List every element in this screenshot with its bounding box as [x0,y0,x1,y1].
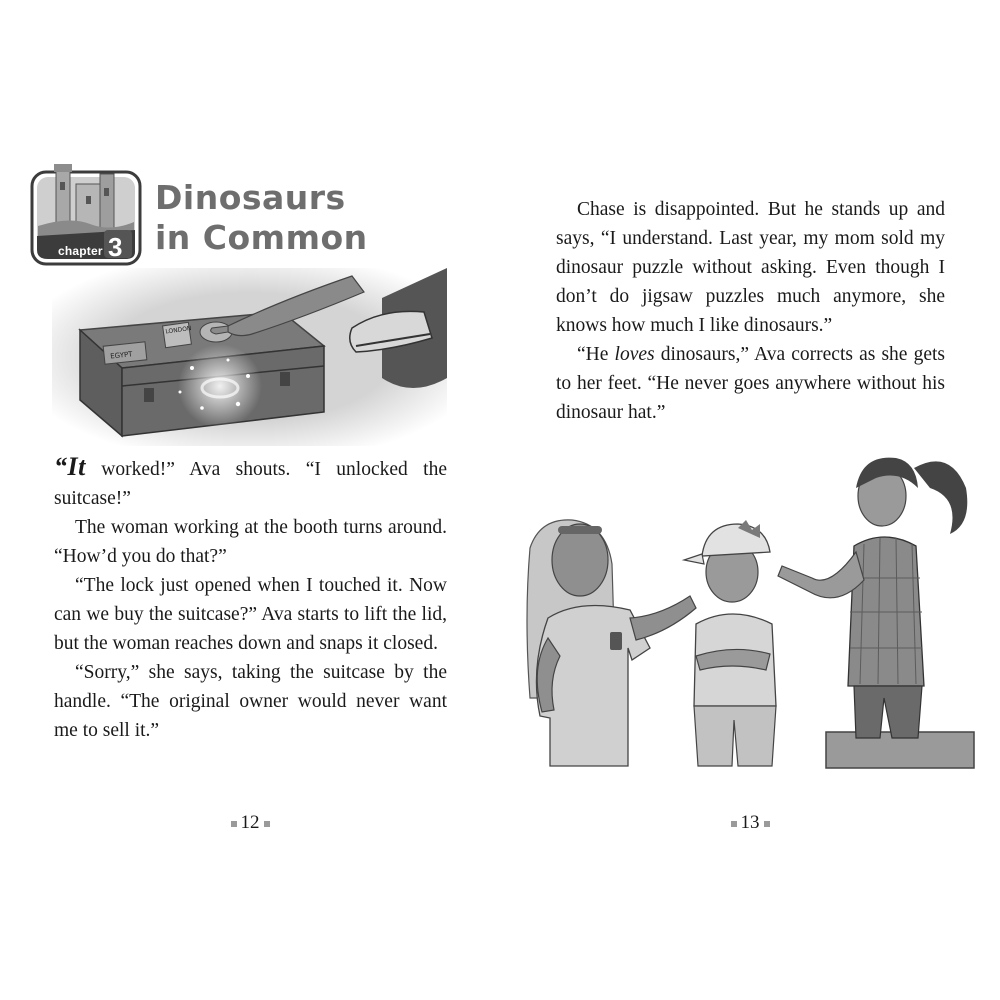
chapter-number: 3 [108,232,123,262]
paragraph-text: worked!” Ava shouts. “I unlocked the suitcase!” [54,459,447,509]
page-number-value: 13 [740,812,760,833]
right-page [500,0,1000,1000]
page-number-bullet [231,821,237,827]
page-number-bullet [731,821,737,827]
kids-illustration [520,448,980,770]
paragraph-text: dinosaurs,” Ava corrects as she gets to her feet. “He never goes anywhere without his dinosaur hat.” [556,344,945,423]
paragraph-emphasis: loves [614,344,655,365]
paragraph: “The lock just opened when I touched it. Now can we buy the suitcase?” Ava starts to lift the lid, but the woman reaches down and snaps it closed. [54,575,447,654]
paragraph [556,340,945,427]
page-number [200,812,300,834]
page-number-bullet [764,821,770,827]
paragraph [54,452,447,513]
paragraph-lead-word: “It [54,452,86,481]
egypt-sticker-text: EGYPT [109,350,133,361]
chapter-title-line-2: in Common [155,218,368,257]
right-page-text [556,195,945,427]
page-number-bullet [264,821,270,827]
left-page-text [54,452,447,745]
suitcase-illustration [52,268,447,446]
page-number-value: 12 [240,812,260,833]
london-sticker-text: LONDON [164,324,192,336]
page-number [700,812,800,834]
chapter-label: chapter [58,244,103,258]
chapter-title [155,178,395,258]
paragraph: Chase is disappointed. But he stands up and says, “I understand. Last year, my mom sold my dinosaur puzzle without asking. Even though I don’t do jigsaw puzzles much anymore, she knows how much I like dinosaurs.” [556,199,945,336]
paragraph-text: “He [577,344,615,365]
paragraph: “Sorry,” she says, taking the suitcase by the handle. “The original owner would never want me to sell it.” [54,662,447,741]
chapter-title-line-1: Dinosaurs [155,178,346,217]
paragraph: The woman working at the booth turns around. “How’d you do that?” [54,517,447,567]
